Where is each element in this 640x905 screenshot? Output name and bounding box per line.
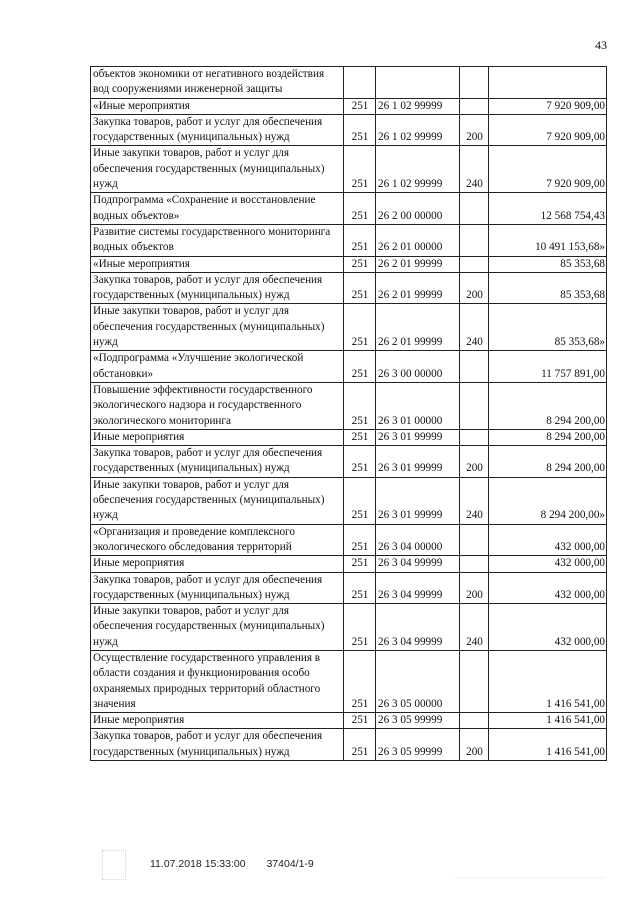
row-sum-cell: 1 416 541,00 (489, 650, 607, 712)
row-expense-type-cell: 240 (460, 146, 489, 193)
table-row (91, 524, 607, 556)
row-sum-cell: 7 920 909,00 (489, 114, 607, 146)
row-article-cell: 26 1 02 99999 (376, 146, 460, 193)
row-sum-cell: 8 294 200,00 (489, 429, 607, 445)
row-sum-cell: 85 353,68 (489, 272, 607, 304)
row-ministry-cell: 251 (344, 98, 376, 114)
row-name-cell: Подпрограмма «Сохранение и восстановление водных объектов» (91, 193, 344, 225)
row-sum-cell: 12 568 754,43 (489, 193, 607, 225)
row-expense-type-cell (460, 98, 489, 114)
row-name-cell: Развитие системы государственного мониторинга водных объектов (91, 224, 344, 256)
table-row (91, 114, 607, 146)
row-ministry-cell: 251 (344, 713, 376, 729)
row-sum-cell: 1 416 541,00 (489, 713, 607, 729)
table-row (91, 556, 607, 572)
row-sum-cell: 7 920 909,00 (489, 98, 607, 114)
row-name-cell: Иные мероприятия (91, 556, 344, 572)
row-article-cell: 26 2 01 99999 (376, 304, 460, 351)
row-sum-cell: 85 353,68» (489, 304, 607, 351)
row-expense-type-cell: 200 (460, 272, 489, 304)
table-body (91, 67, 607, 761)
row-sum-cell: 10 491 153,68» (489, 224, 607, 256)
row-article-cell: 26 3 04 99999 (376, 556, 460, 572)
row-sum-cell: 432 000,00 (489, 604, 607, 651)
row-article-cell: 26 2 01 00000 (376, 224, 460, 256)
row-sum-cell: 432 000,00 (489, 524, 607, 556)
row-name-cell: Иные закупки товаров, работ и услуг для обеспечения государственных (муниципальных) нужд (91, 146, 344, 193)
row-article-cell: 26 3 05 00000 (376, 650, 460, 712)
table-row (91, 713, 607, 729)
row-name-cell: «Иные мероприятия (91, 256, 344, 272)
row-ministry-cell: 251 (344, 729, 376, 761)
row-article-cell: 26 3 05 99999 (376, 713, 460, 729)
row-name-cell: Иные закупки товаров, работ и услуг для обеспечения государственных (муниципальных) нужд (91, 304, 344, 351)
row-article-cell (376, 67, 460, 99)
row-expense-type-cell (460, 67, 489, 99)
row-name-cell: Иные мероприятия (91, 429, 344, 445)
row-name-cell: Закупка товаров, работ и услуг для обеспечения государственных (муниципальных) нужд (91, 572, 344, 604)
table-row (91, 729, 607, 761)
row-ministry-cell: 251 (344, 446, 376, 478)
row-ministry-cell: 251 (344, 224, 376, 256)
row-name-cell: Иные закупки товаров, работ и услуг для обеспечения государственных (муниципальных) нужд (91, 604, 344, 651)
row-ministry-cell: 251 (344, 193, 376, 225)
row-sum-cell (489, 67, 607, 99)
row-sum-cell: 432 000,00 (489, 556, 607, 572)
page-number: 43 (595, 38, 607, 52)
table-row (91, 224, 607, 256)
row-ministry-cell: 251 (344, 604, 376, 651)
row-article-cell: 26 1 02 99999 (376, 114, 460, 146)
row-name-cell: «Организация и проведение комплексного экологического обследования территорий (91, 524, 344, 556)
stamp-mark (102, 850, 126, 880)
row-expense-type-cell: 200 (460, 729, 489, 761)
row-name-cell: Осуществление государственного управления в области создания и функционирования особо охраняемых природных территорий областного значения (91, 650, 344, 712)
row-ministry-cell: 251 (344, 256, 376, 272)
row-name-cell: «Подпрограмма «Улучшение экологической обстановки» (91, 351, 344, 383)
row-ministry-cell: 251 (344, 114, 376, 146)
row-sum-cell: 8 294 200,00 (489, 446, 607, 478)
row-expense-type-cell (460, 193, 489, 225)
row-name-cell: Закупка товаров, работ и услуг для обеспечения государственных (муниципальных) нужд (91, 446, 344, 478)
row-expense-type-cell: 200 (460, 114, 489, 146)
row-article-cell: 26 3 04 00000 (376, 524, 460, 556)
table-row (91, 382, 607, 429)
table-row (91, 67, 607, 99)
row-expense-type-cell (460, 429, 489, 445)
row-ministry-cell: 251 (344, 572, 376, 604)
table-row (91, 650, 607, 712)
row-name-cell: «Иные мероприятия (91, 98, 344, 114)
row-sum-cell: 11 757 891,00 (489, 351, 607, 383)
row-sum-cell: 85 353,68 (489, 256, 607, 272)
row-article-cell: 26 3 00 00000 (376, 351, 460, 383)
row-name-cell: объектов экономики от негативного воздействия вод сооружениями инженерной защиты (91, 67, 344, 99)
row-name-cell: Закупка товаров, работ и услуг для обеспечения государственных (муниципальных) нужд (91, 729, 344, 761)
table-row (91, 146, 607, 193)
budget-table (90, 66, 607, 761)
row-expense-type-cell (460, 382, 489, 429)
row-article-cell: 26 3 01 99999 (376, 477, 460, 524)
row-expense-type-cell (460, 650, 489, 712)
row-sum-cell: 8 294 200,00 (489, 382, 607, 429)
row-ministry-cell: 251 (344, 351, 376, 383)
row-name-cell: Закупка товаров, работ и услуг для обеспечения государственных (муниципальных) нужд (91, 114, 344, 146)
row-expense-type-cell (460, 351, 489, 383)
row-ministry-cell: 251 (344, 272, 376, 304)
row-name-cell: Повышение эффективности государственного экологического надзора и государственного экологического мониторинга (91, 382, 344, 429)
footer-doc-code: 37404/1-9 (266, 858, 314, 870)
row-article-cell: 26 2 01 99999 (376, 256, 460, 272)
row-ministry-cell: 251 (344, 556, 376, 572)
row-expense-type-cell: 200 (460, 572, 489, 604)
row-expense-type-cell (460, 556, 489, 572)
table-row (91, 351, 607, 383)
table-row (91, 272, 607, 304)
row-sum-cell: 432 000,00 (489, 572, 607, 604)
row-ministry-cell: 251 (344, 304, 376, 351)
row-ministry-cell: 251 (344, 477, 376, 524)
row-name-cell: Иные закупки товаров, работ и услуг для обеспечения государственных (муниципальных) нужд (91, 477, 344, 524)
footer (150, 858, 332, 870)
table-row (91, 477, 607, 524)
table-row (91, 304, 607, 351)
table-row (91, 446, 607, 478)
table-row (91, 256, 607, 272)
faint-signature-mark (455, 855, 605, 878)
row-article-cell: 26 3 04 99999 (376, 604, 460, 651)
row-sum-cell: 1 416 541,00 (489, 729, 607, 761)
table-row (91, 429, 607, 445)
row-sum-cell: 7 920 909,00 (489, 146, 607, 193)
row-article-cell: 26 1 02 99999 (376, 98, 460, 114)
row-article-cell: 26 3 01 00000 (376, 382, 460, 429)
table-row (91, 604, 607, 651)
row-article-cell: 26 3 04 99999 (376, 572, 460, 604)
table-row (91, 572, 607, 604)
row-ministry-cell (344, 67, 376, 99)
row-expense-type-cell (460, 713, 489, 729)
row-sum-cell: 8 294 200,00» (489, 477, 607, 524)
row-ministry-cell: 251 (344, 524, 376, 556)
row-ministry-cell: 251 (344, 382, 376, 429)
row-article-cell: 26 2 01 99999 (376, 272, 460, 304)
row-expense-type-cell: 240 (460, 604, 489, 651)
row-article-cell: 26 3 01 99999 (376, 446, 460, 478)
table-row (91, 193, 607, 225)
row-expense-type-cell (460, 256, 489, 272)
row-article-cell: 26 3 05 99999 (376, 729, 460, 761)
row-ministry-cell: 251 (344, 429, 376, 445)
row-name-cell: Закупка товаров, работ и услуг для обеспечения государственных (муниципальных) нужд (91, 272, 344, 304)
row-expense-type-cell: 200 (460, 446, 489, 478)
row-name-cell: Иные мероприятия (91, 713, 344, 729)
row-article-cell: 26 3 01 99999 (376, 429, 460, 445)
row-ministry-cell: 251 (344, 146, 376, 193)
row-expense-type-cell (460, 224, 489, 256)
row-expense-type-cell: 240 (460, 304, 489, 351)
table-row (91, 98, 607, 114)
footer-timestamp: 11.07.2018 15:33:00 (150, 858, 246, 870)
row-article-cell: 26 2 00 00000 (376, 193, 460, 225)
row-expense-type-cell (460, 524, 489, 556)
row-expense-type-cell: 240 (460, 477, 489, 524)
row-ministry-cell: 251 (344, 650, 376, 712)
